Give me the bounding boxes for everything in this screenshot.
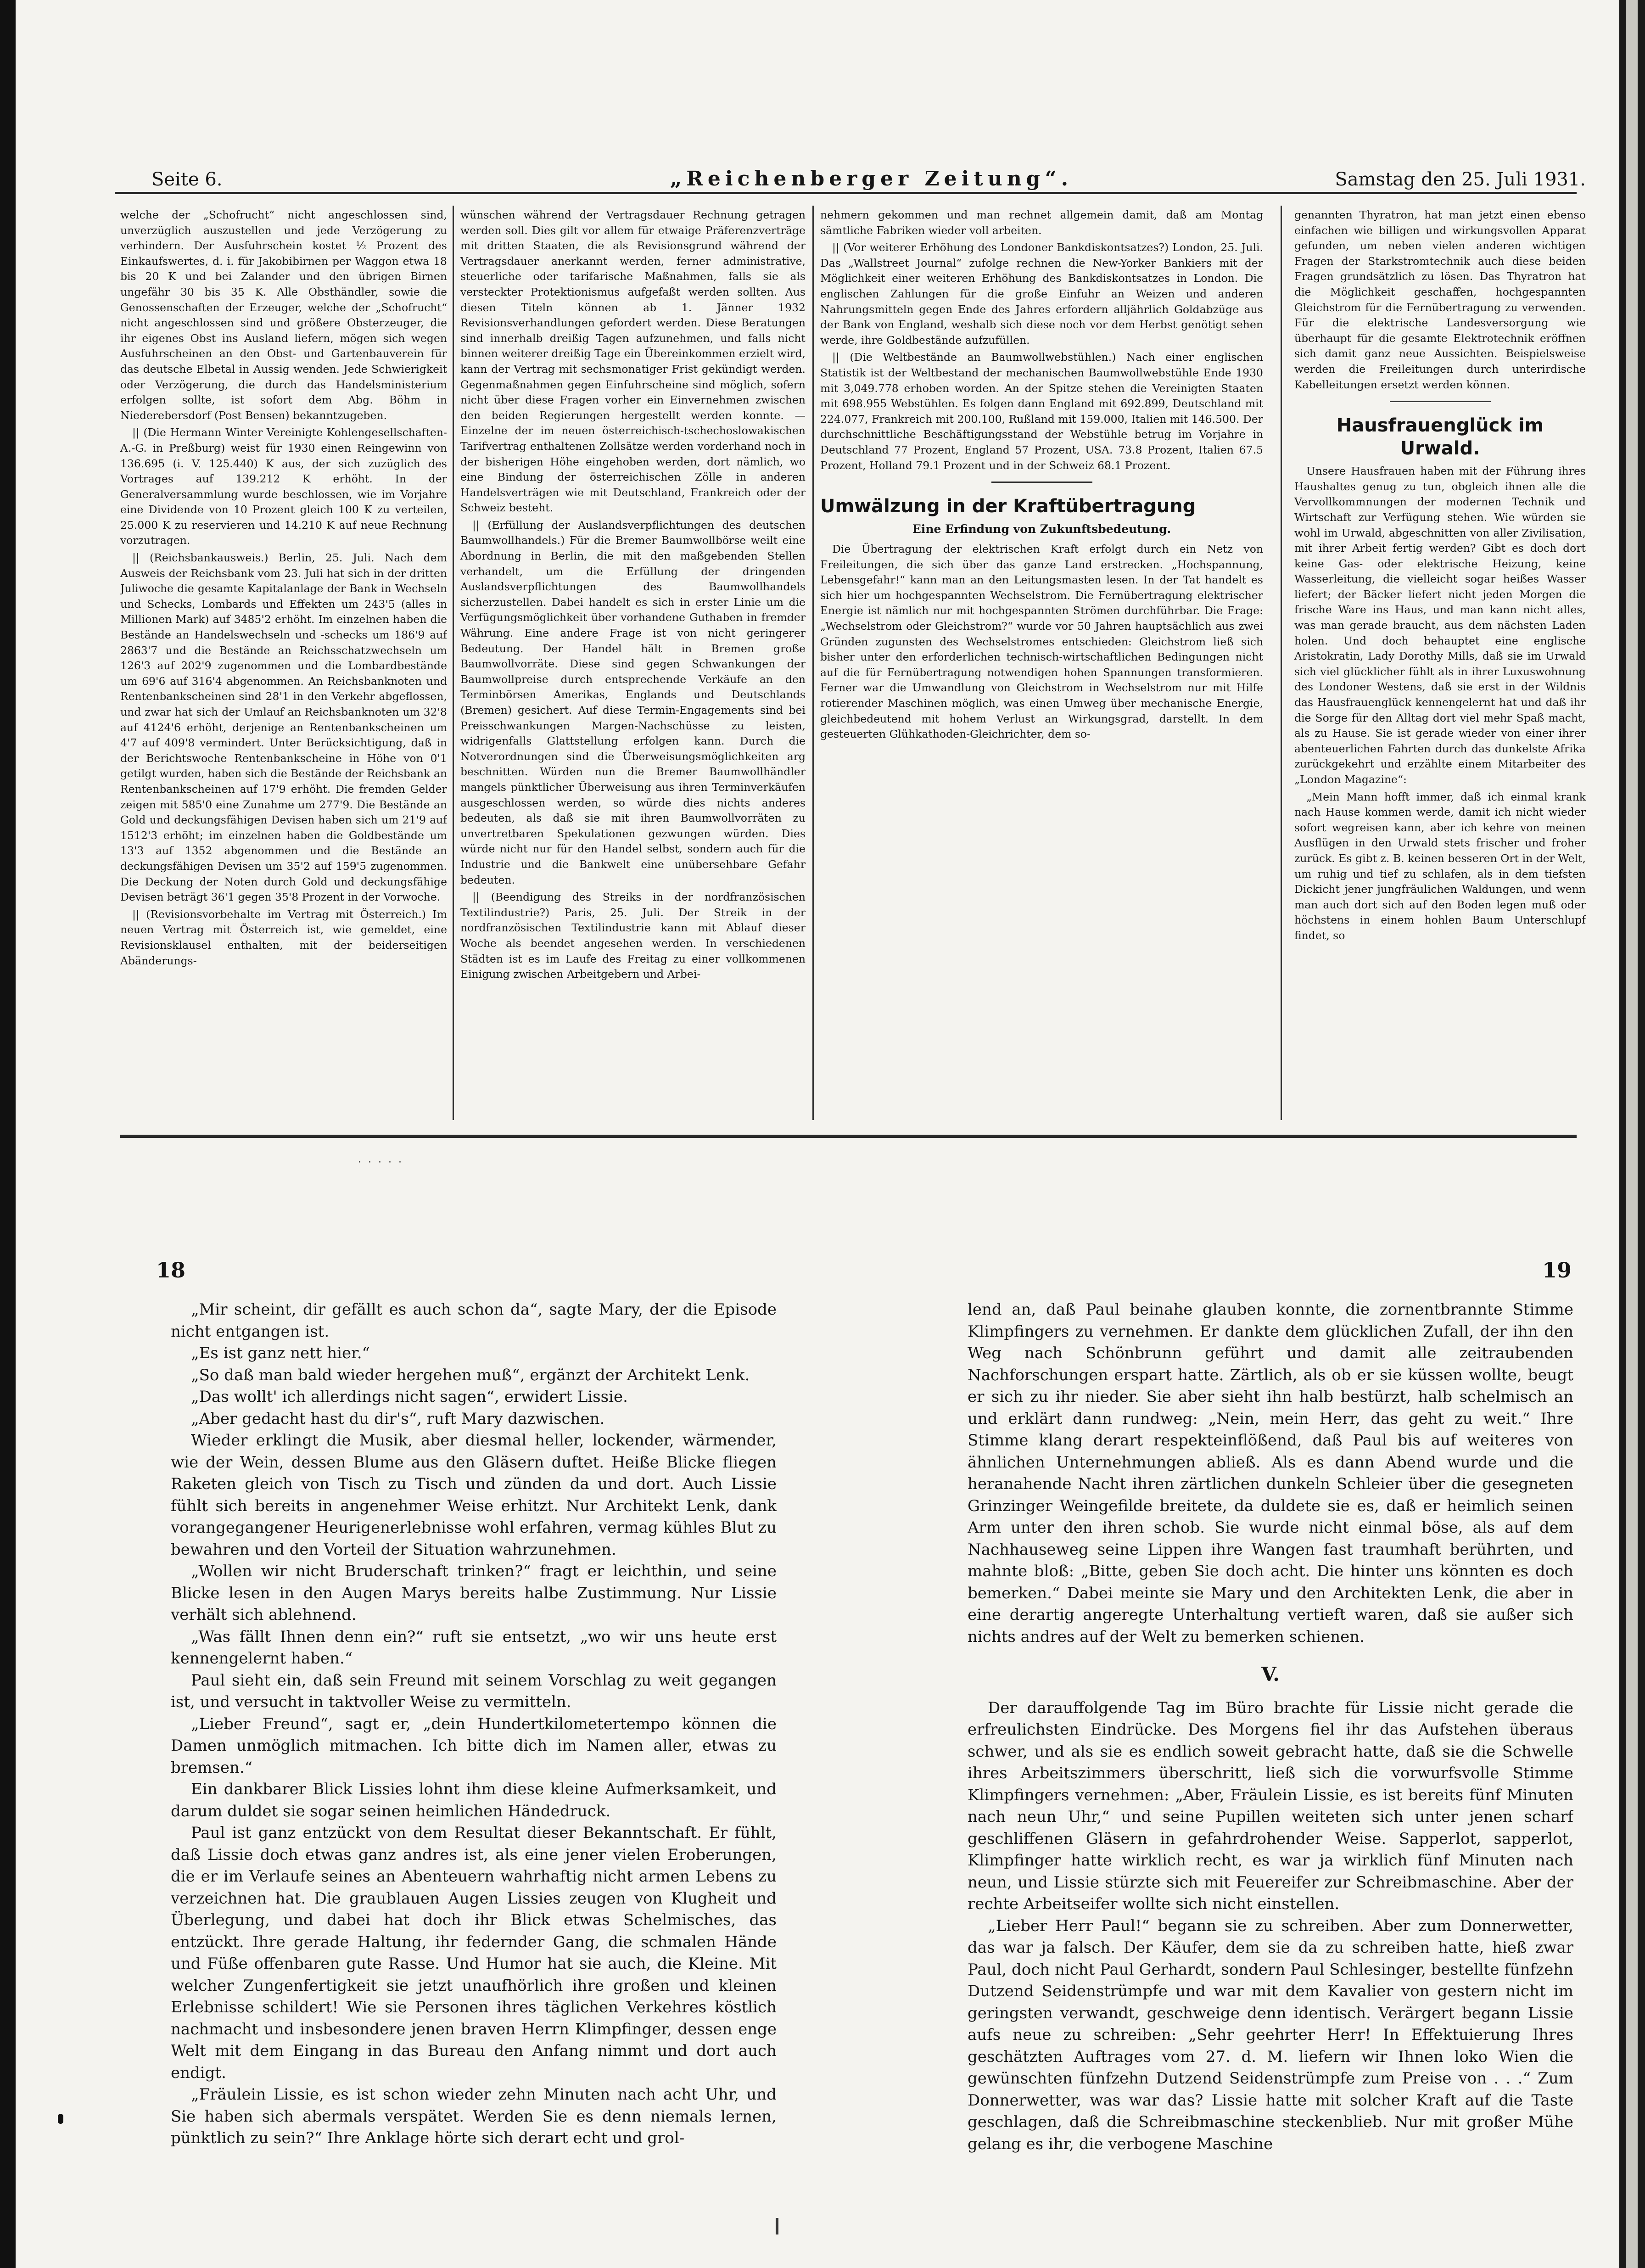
novel-paragraph: „Fräulein Lissie, es ist schon wieder zehn Minuten nach acht Uhr, und Sie haben sich abermals verspätet. Werden Sie es denn niemals lernen, pünktlich zu sein?“ Ihre Anklage hörte sich derart echt und grol- [171, 2085, 777, 2147]
scan-edge-strip [1626, 0, 1638, 2268]
column-2-paragraph: || (Erfüllung der Auslandsverpflichtungen des deutschen Baumwollhandels.) Für die Bremer Baumwollbörse weilt eine Abordnung in Berlin, die mit den maßgebenden Stellen verhandelt, um die Erfüllung der dringenden Auslandsverpflichtungen des Baumwollhandels sicherzustellen. Dabei handelt es sich in erster Linie um die Verfügungsmöglichkeit über vorhandene Guthaben in fremder Währung. Eine andere Frage ist von nicht geringerer Bedeutung. Der Handel hält in Bremen große Baumwollvorräte. Diese sind gegen Schwankungen der Baumwollpreise durch entsprechende Verkäufe an den Terminbörsen Amerikas, Englands und Deutschlands (Bremen) gesichert. Auf diese Termin-Engagements sind bei Preisschwankungen Margen-Nachschüsse zu leisten, widrigenfalls Glattstellung erfolgen kann. Durch die Notverordnungen sind die Überweisungsmöglichkeiten arg beschnitten. Würden nun die Bremer Baumwollhändler mangels pünktlicher Überweisung aus ihren Terminverkäufen ausgeschlossen werden, so würde dies nichts anderes bedeuten, als daß sie mit ihren Baumwollvorräten zu unvertretbaren Spekulationen gezwungen würden. Dies würde nicht nur für den Handel selbst, sondern auch für die Industrie und die Bankwelt eine unübersehbare Gefahr bedeuten. [460, 518, 806, 886]
novel-column-left [171, 1299, 777, 2190]
novel-paragraph: Der darauffolgende Tag im Büro brachte für Lissie nicht gerade die erfreulichsten Eindrücke. Des Morgens fiel ihr das Aufstehen überaus schwer, und als sie es endlich soweit gebracht hatte, daß sie die Schwelle ihres Arbeitszimmers überschritt, ließ sich die vorwurfsvolle Stimme Klimpfingers vernehmen: „Aber, Fräulein Lissie, es ist bereits fünf Minuten nach neun Uhr,“ und seine Pupillen weiteten sich unter jenen scharf geschliffenen Gläsern in gefahrdrohender Weise. Sapperlot, sapperlot, Klimpfinger hatte wirklich recht, es war ja wirklich fünf Minuten nach neun, und Lissie stürzte sich mit Feuereifer zur Schreibmaschine. Aber der rechte Arbeitseifer wollte sich nicht einstellen. [968, 1698, 1573, 1913]
novel-paragraph: „Lieber Herr Paul!“ begann sie zu schreiben. Aber zum Donnerwetter, das war ja falsch. Der Käufer, dem sie da zu schreiben hatte, hieß zwar Paul, doch nicht Paul Gerhardt, sondern Paul Schlesinger, bestellte fünfzehn Dutzend Seidenstrümpfe und war mit dem Kavalier von gestern nicht im geringsten verwandt, geschweige denn identisch. Verärgert begann Lissie aufs neue zu schreiben: „Sehr geehrter Herr! In Effektuierung Ihres geschätzten Auftrages vom 27. d. M. liefern wir Ihnen loko Wien die gewünschten fünfzehn Dutzend Seidenstrümpfe zum Preise von . . .“ Zum Donnerwetter, was war das? Lissie hatte mit solcher Kraft auf die Taste geschlagen, daß die Schreibmaschine steckenblieb. Nur mit großer Mühe gelang es ihr, die verbogene Maschine [968, 1916, 1573, 2153]
novel-page-number-right: 19 [1542, 1258, 1572, 1282]
column-3-paragraph: || (Vor weiterer Erhöhung des Londoner Bankdiskontsatzes?) London, 25. Juli. Das „Wallstreet Journal“ zufolge rechnen die New-Yorker Bankiers mit der Möglichkeit einer weiteren Erhöhung des Bankdiskontsatzes in London. Die englischen Zahlungen für die große Einfuhr an Weizen und anderen Nahrungsmitteln gegen Ende des Jahres erfordern alljährlich Goldabzüge aus der Bank von England, weshalb sich diese noch vor dem Herbst genötigt sehen werde, ihre Goldbestände aufzufüllen. [820, 241, 1263, 347]
column-1-paragraph: || (Die Hermann Winter Vereinigte Kohlengesellschaften-A.-G. in Preßburg) weist für 1930 einen Reingewinn von 136.695 (i. V. 125.440) K aus, der sich zuzüglich des Vortrages auf 139.212 K erhöht. In der Generalversammlung wurde beschlossen, wie im Vorjahre eine Dividende von 10 Prozent gleich 100 K zu verteilen, 25.000 K zu reservieren und 14.210 K auf neue Rechnung vorzutragen. [120, 426, 447, 547]
novel-paragraph: „Was fällt Ihnen denn ein?“ ruft sie entsetzt, „wo wir uns heute erst kennengelernt haben.“ [171, 1627, 777, 1668]
column-1-paragraph: || (Reichsbankausweis.) Berlin, 25. Juli. Nach dem Ausweis der Reichsbank vom 23. Juli hat sich in der dritten Juliwoche die gesamte Kapitalanlage der Bank in Wechseln und Schecks, Lombards und Effekten um 243'5 (alles in Millionen Mark) auf 3485'2 erhöht. Im einzelnen haben die Bestände an Handelswechseln und -schecks um 186'9 auf 2863'7 und die Bestände an Reichsschatzwechseln um 126'3 auf 202'9 zugenommen und die Lombardbestände um 69'6 auf 316'4 abgenommen. An Reichsbanknoten und Rentenbankscheinen sind 28'1 in den Verkehr abgeflossen, und zwar hat sich der Umlauf an Reichsbanknoten um 32'8 auf 4124'6 erhöht, derjenige an Rentenbankscheinen um 4'7 auf 409'8 vermindert. Unter Berücksichtigung, daß in der Berichtswoche Rentenbankscheine in Höhe von 0'1 getilgt wurden, haben sich die Bestände der Reichsbank an Rentenbankscheinen auf 17'9 erhöht. Die fremden Gelder zeigen mit 585'0 eine Zunahme um 277'9. Die Bestände an Gold und deckungsfähigen Devisen haben sich um 21'9 auf 1512'3 erhöht; im einzelnen haben die Goldbestände um 13'3 auf 1352 abgenommen und die Bestände an deckungsfähigen Devisen um 35'2 auf 159'5 zugenommen. Die Deckung der Noten durch Gold und deckungsfähige Devisen beträgt 36'1 gegen 35'8 Prozent in der Vorwoche. [120, 551, 447, 904]
column-4 [1294, 207, 1586, 1107]
novel-page-number-left: 18 [156, 1258, 186, 1282]
column-1-paragraph: || (Revisionsvorbehalte im Vertrag mit Österreich.) Im neuen Vertrag mit Österreich ist, wie gemeldet, eine Revisionsklausel enthalten, mit der beiderseitigen Abänderungs- [120, 907, 447, 967]
novel-paragraph: Ein dankbarer Blick Lissies lohnt ihm diese kleine Aufmerksamkeit, und darum duldet sie sogar seinen heimlichen Händedruck. [171, 1780, 777, 1820]
column-3-paragraph: || (Die Weltbestände an Baumwollwebstühlen.) Nach einer englischen Statistik ist der Weltbestand der mechanischen Baumwollwebstühle Ende 1930 mit 3,049.778 erhoben worden. An der Spitze stehen die Vereinigten Staaten mit 698.955 Webstühlen. Es folgen dann England mit 692.899, Deutschland mit 224.077, Frankreich mit 200.100, Rußland mit 159.000, Italien mit 146.500. Der durchschnittliche Beschäftigungsstand der Webstühle betrug im Vorjahre in Deutschland 77 Prozent, England 57 Prozent, USA. 73.8 Prozent, Italien 67.5 Prozent, Holland 79.1 Prozent und in der Schweiz 68.1 Prozent. [820, 351, 1263, 472]
column-2-paragraph: wünschen während der Vertragsdauer Rechnung getragen werden soll. Dies gilt vor allem für etwaige Präferenzverträge mit dritten Staaten, die als Revisionsgrund während der Vertragsdauer anerkannt werden, ferner administrative, steuerliche oder tarifarische Maßnahmen, falls sie als versteckter Protektionismus aufgefaßt werden sollten. Aus diesen Titeln können ab 1. Jänner 1932 Revisionsverhandlungen gefordert werden. Diese Beratungen sind innerhalb dreißig Tagen aufzunehmen, und falls nicht binnen weiterer dreißig Tage ein Übereinkommen erzielt wird, kann der Vertrag mit sechsmonatiger Frist gekündigt werden. Gegenmaßnahmen gegen Einfuhrscheine sind möglich, sofern nicht über diese Fragen vorher ein Einvernehmen zwischen den beiden Regierungen hergestellt werden konnte. — Einzelne der im neuen österreichisch-tschechoslowakischen Tarifvertrag enthaltenen Zollsätze werden vorderhand noch in der bisherigen Höhe eingehoben werden, dort nämlich, wo eine Bindung der österreichischen Zölle in anderen Handelsverträgen wie mit Deutschland, Frankreich oder der Schweiz besteht. [460, 208, 806, 515]
scan-edge-right [1619, 0, 1645, 2268]
column-4-article-paragraph: „Mein Mann hofft immer, daß ich einmal krank nach Hause kommen werde, damit ich nicht wieder sofort wegreisen kann, aber ich kehre von meinen Ausflügen in den Urwald stets frischer und froher zurück. Es gibt z. B. keinen besseren Ort in der Welt, um ruhig und tief zu schlafen, als in dem tiefsten Dickicht jener jungfräulichen Waldungen, und wenn man auch dort sich auf den Boden legen muß oder höchstens in einem hohlen Baum Unterschlupf findet, so [1294, 790, 1586, 942]
print-mark [776, 2218, 778, 2234]
column-rule [812, 206, 814, 1120]
column-3-article-paragraph: Die Übertragung der elektrischen Kraft erfolgt durch ein Netz von Freileitungen, die sich über das ganze Land erstrecken. „Hochspannung, Lebensgefahr!“ kann man an den Leitungsmasten lesen. In der Tat handelt es sich hier um hochgespannten Wechselstrom. Die Fernübertragung elektrischer Energie ist nämlich nur mit hochgespannten Strömen durchführbar. Die Frage: „Wechselstrom oder Gleichstrom?“ wurde vor 50 Jahren hauptsächlich aus zwei Gründen zugunsten des Wechselstromes entschieden: Gleichstrom ließ sich bisher unter den erforderlichen technisch-wirtschaftlichen Bedingungen nicht auf die für Fernübertragung notwendigen hohen Spannungen transformieren. Ferner war die Umwandlung von Gleichstrom in Wechselstrom nur mit Hilfe rotierender Maschinen möglich, was einen Umweg über mechanische Energie, gleichbedeutend mit hohem Verlust an Wirkungsgrad, darstellt. In dem gesteuerten Glühkathoden-Gleichrichter, dem so- [820, 543, 1263, 741]
column-2-paragraph: || (Beendigung des Streiks in der nordfranzösischen Textilindustrie?) Paris, 25. Juli. Der Streik in der nordfranzösischen Textilindustrie kann mit Ablauf dieser Woche als beendet angesehen werden. In verschiedenen Städten ist es im Laufe des Freitag zu einer vollkommenen Einigung zwischen Arbeitgebern und Arbei- [460, 890, 806, 981]
column-4-paragraph: genannten Thyratron, hat man jetzt einen ebenso einfachen wie billigen und wirkungsvollen Apparat gefunden, um neben vielen anderen wichtigen Fragen der Starkstromtechnik auch diese beiden Fragen grundsätzlich zu lösen. Das Thyratron hat die Möglichkeit geschaffen, hochgespannten Gleichstrom für die Fernübertragung zu verwenden. Für die elektrische Landesversorgung wie überhaupt für die gesamte Elektrotechnik eröffnen sich damit ganz neue Aussichten. Beispielsweise werden die Freileitungen durch unterirdische Kabelleitungen ersetzt werden können. [1294, 208, 1586, 391]
article-headline-kraftuebertragung: Umwälzung in der Kraftübertragung [820, 496, 1196, 517]
column-1-paragraph: welche der „Schofrucht“ nicht angeschlossen sind, unverzüglich auszustellen und jede Verzögerung zu verhindern. Der Ausfuhrschein kostet ½ Prozent des Einkaufswertes, d. i. für Jakobibirnen per Waggon etwa 18 bis 20 K und bei Zalander und den übrigen Birnen ungefähr 30 bis 35 K. Alle Obsthändler, sowie die Genossenschaften der Erzeuger, welche der „Schofrucht“ nicht angeschlossen sind und größere Obsterzeuger, die ihr eigenes Obst ins Ausland liefern, mögen sich wegen Ausfuhrscheinen an den Obst- und Gartenbauverein für das deutsche Elbetal in Aussig wenden. Jede Schwierigkeit oder Verzögerung, die durch das Handelsministerium erfolgen sollte, ist sofort dem Abg. Böhm in Niederebersdorf (Post Bensen) bekanntzugeben. [120, 208, 447, 422]
fold-marks: · · · · · [358, 1157, 403, 1168]
column-rule [1281, 206, 1282, 1120]
novel-paragraph: lend an, daß Paul beinahe glauben konnte, die zornentbrannte Stimme Klimpfingers zu vernehmen. Er dankte dem glücklichen Zufall, der ihn den Weg nach Schönbrunn geführt und damit alle zeitraubenden Nachforschungen erspart hatte. Zärtlich, als ob er sie küssen wollte, beugt er sich zu ihr nieder. Sie aber sieht ihn halb bestürzt, halb schelmisch an und erklärt dann rundweg: „Nein, mein Herr, das geht zu weit.“ Ihre Stimme klang derart respekteinflößend, daß Paul bis auf weiteres von ähnlichen Unternehmungen abließ. Als es dann Abend wurde und die heranahende Nacht ihren zärtlichen dunkeln Schleier über die gesegneten Grinzinger Weingefilde breitete, da duldete sie es, daß er heimlich seinen Arm unter den ihren schob. Sie wurde nicht einmal böse, als auf dem Nachhauseweg seine Lippen ihre Wangen fast traumhaft berührten, und mahnte bloß: „Bitte, geben Sie doch acht. Die hinter uns könnten es doch bemerken.“ Dabei meinte sie Mary und den Architekten Lenk, die aber in eine derartig angeregte Unterhaltung vertieft waren, daß sie außer sich nichts andres auf der Welt zu bemerken schienen. [968, 1300, 1573, 1646]
novel-paragraph: „Wollen wir nicht Bruderschaft trinken?“ fragt er leichthin, und seine Blicke lesen in den Augen Marys bereits halbe Zustimmung. Nur Lissie verhält sich ablehnend. [171, 1562, 777, 1624]
novel-paragraph: Paul sieht ein, daß sein Freund mit seinem Vorschlag zu weit gegangen ist, und versucht in taktvoller Weise zu vermitteln. [171, 1671, 777, 1711]
section-rule [120, 1135, 1577, 1138]
column-rule [453, 206, 454, 1120]
novel-paragraph: Wieder erklingt die Musik, aber diesmal heller, lockender, wärmender, wie der Wein, dessen Blume aus den Gläsern duftet. Heiße Blicke fliegen Raketen gleich von Tisch zu Tisch und zünden da und dort. Auch Lissie fühlt sich bereits in angenehmer Weise erhitzt. Nur Architekt Lenk, dank vorangegangener Heurigenerlebnisse wohl erfahren, vermag kühles Blut zu bewahren und den Vorteil der Situation wahrzunehmen. [171, 1431, 777, 1559]
novel-paragraph: „Das wollt' ich allerdings nicht sagen“, erwidert Lissie. [191, 1388, 628, 1406]
article-separator [1390, 401, 1491, 402]
novel-column-right [968, 1299, 1573, 2190]
article-headline-urwald: Hausfrauenglück im Urwald. [1336, 415, 1544, 459]
running-head [151, 165, 1586, 193]
novel-paragraph: „Aber gedacht hast du dir's“, ruft Mary dazwischen. [191, 1409, 605, 1428]
article-separator [991, 482, 1092, 483]
issue-date: Samstag den 25. Juli 1931. [1335, 169, 1586, 190]
column-4-article-paragraph: Unsere Hausfrauen haben mit der Führung ihres Haushaltes genug zu tun, obgleich ihnen alle die Vervollkommnungen der modernen Technik und Wirtschaft zur Verfügung stehen. Wie würden sie wohl im Urwald, abgeschnitten von aller Zivilisation, mit ihrer Arbeit fertig werden? Gibt es doch dort keine Gas- oder elektrische Heizung, keine Wasserleitung, die vielleicht sogar heißes Wasser liefert; der Bäcker liefert nicht jeden Morgen die frische Ware ins Haus, und man kann nicht alles, was man gerade braucht, aus dem nächsten Laden holen. Und doch behauptet eine englische Aristokratin, Lady Dorothy Mills, daß sie im Urwald sich viel glücklicher fühlt als in ihrer Luxuswohnung des Londoner Westens, daß sie erst in der Wildnis das Hausfrauenglück kennengelernt hat und daß ihr die Sorge für den Alltag dort viel mehr Spaß macht, als zu Hause. Sie ist gerade wieder von einer ihrer abenteuerlichen Fahrten durch das dunkelste Afrika zurückgekehrt und erzählte einem Mitarbeiter des „London Magazine“: [1294, 465, 1586, 786]
column-3-paragraph: nehmern gekommen und man rechnet allgemein damit, daß am Montag sämtliche Fabriken wieder voll arbeiten. [820, 208, 1263, 237]
novel-paragraph: „So daß man bald wieder hergehen muß“, ergänzt der Architekt Lenk. [191, 1366, 750, 1384]
novel-paragraph: „Es ist ganz nett hier.“ [191, 1344, 370, 1362]
scan-speck [58, 2114, 63, 2124]
header-rule [115, 192, 1577, 194]
scan-edge-left [0, 0, 16, 2268]
novel-paragraph: „Lieber Freund“, sagt er, „dein Hundertkilometertempo können die Damen unmöglich mitmachen. Ich bitte dich im Namen aller, etwas zu bremsen.“ [171, 1714, 777, 1777]
novel-paragraph: „Mir scheint, dir gefällt es auch schon da“, sagte Mary, der die Episode nicht entgangen ist. [171, 1300, 777, 1341]
newspaper-title: „Reichenberger Zeitung“. [670, 167, 1073, 190]
article-subheadline: Eine Erfindung von Zukunftsbedeutung. [912, 522, 1171, 536]
column-2 [460, 207, 806, 1107]
column-1 [120, 207, 447, 1107]
novel-paragraph: Paul ist ganz entzückt von dem Resultat dieser Bekanntschaft. Er fühlt, daß Lissie doch etwas ganz andres ist, als eine jener vielen Eroberungen, die er im Verlaufe seines an Abenteuern wahrhaftig nicht armen Lebens zu verzeichnen hat. Die graublauen Augen Lissies zeugen von Klugheit und Überlegung, und dabei hat doch ihr Blick etwas Schelmisches, das entzückt. Ihre gerade Haltung, ihr federnder Gang, die schmalen Hände und Füße offenbaren gute Rasse. Und Humor hat sie auch, die Kleine. Mit welcher Zungenfertigkeit sie jetzt unaufhörlich ihre großen und kleinen Erlebnisse schildert! Wie sie Personen ihres täglichen Verkehres köstlich nachmacht und insbesondere jenen braven Herrn Klimpfinger, dessen enge Welt mit dem Eingang in das Bureau den Anfang nimmt und dort auch endigt. [171, 1824, 777, 2082]
column-3 [820, 207, 1263, 1107]
page-label: Seite 6. [151, 169, 223, 190]
chapter-heading: V. [1261, 1663, 1280, 1686]
